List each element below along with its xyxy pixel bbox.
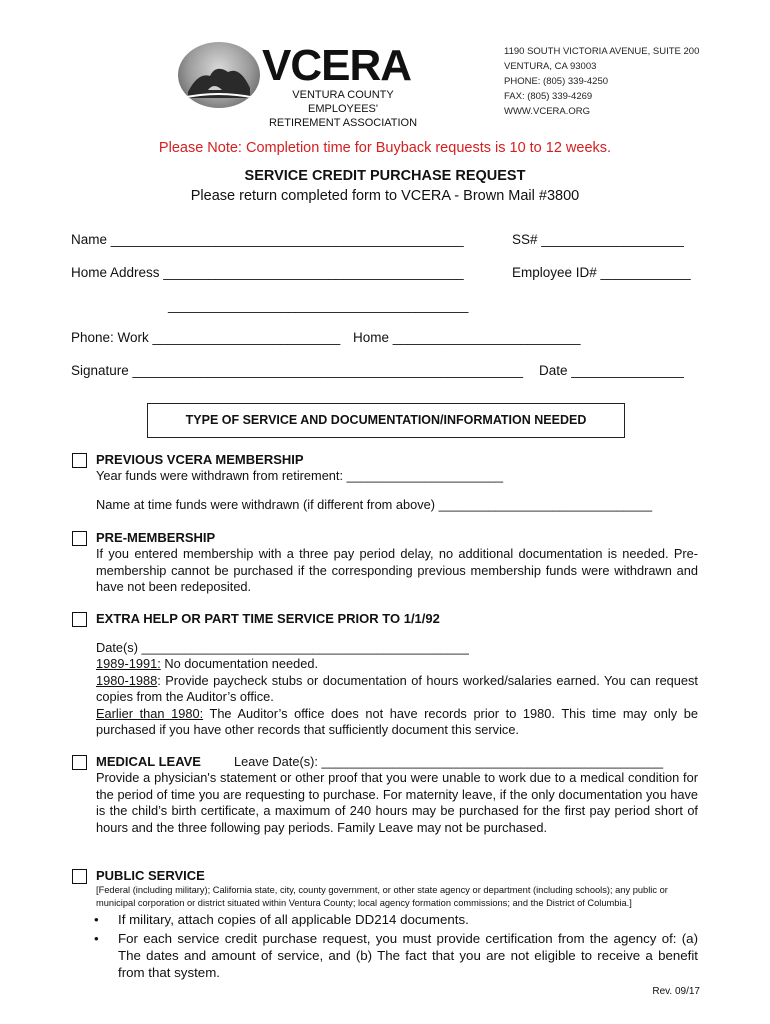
home-address-line2-field[interactable]: ________________________________________ (168, 298, 469, 313)
employee-id-field[interactable]: Employee ID# ____________ (512, 265, 691, 280)
signature-field[interactable]: Signature ____________________________________________________ (71, 363, 523, 378)
withdrawal-year-field[interactable]: Year funds were withdrawn from retirement: ______________________ (96, 468, 504, 483)
address-city: VENTURA, CA 93003 (504, 61, 597, 72)
extra-help-dates-field[interactable]: Date(s) ______________________________________________ (96, 640, 469, 655)
pre-membership-checkbox[interactable] (72, 531, 87, 546)
rock-arch-icon (178, 42, 260, 108)
address-fax: FAX: (805) 339-4269 (504, 91, 593, 102)
address-block (504, 44, 699, 119)
medical-leave-checkbox[interactable] (72, 755, 87, 770)
name-field[interactable]: Name _______________________________________________ (71, 232, 464, 247)
medical-leave-text: Provide a physician's statement or other proof that you were unable to work due to a medical condition for the period of time you are requesting to purchase. For maternity leave, if the only documentation you have is the child’s birth certificate, a maximum of 240 hours may be purchased for the first pay period short of hours and the three following pay periods. Family Leave may not be purchased. (96, 770, 698, 835)
form-subtitle: Please return completed form to VCERA - Brown Mail #3800 (190, 188, 580, 204)
phone-work-field[interactable]: Phone: Work _________________________ (71, 330, 341, 345)
military-bullet: If military, attach copies of all applicable DD214 documents. (118, 912, 469, 927)
completion-note: Please Note: Completion time for Buyback requests is 10 to 12 weeks. (158, 140, 612, 156)
public-service-checkbox[interactable] (72, 869, 87, 884)
rule-1989-1991: 1989-1991: No documentation needed. (96, 656, 318, 671)
bullet-dot: • (94, 931, 99, 946)
bullet-dot: • (94, 912, 99, 927)
previous-membership-checkbox[interactable] (72, 453, 87, 468)
service-type-heading: TYPE OF SERVICE AND DOCUMENTATION/INFORMATION NEEDED (147, 403, 625, 438)
address-web: WWW.VCERA.ORG (504, 106, 591, 117)
extra-help-title: EXTRA HELP OR PART TIME SERVICE PRIOR TO 1/1/92 (96, 611, 440, 626)
vcera-logo-emblem (178, 42, 260, 108)
date-field[interactable]: Date _______________ (539, 363, 684, 378)
leave-dates-field[interactable]: Leave Date(s): ________________________________________________ (234, 754, 664, 769)
previous-membership-title: PREVIOUS VCERA MEMBERSHIP (96, 452, 304, 467)
extra-help-checkbox[interactable] (72, 612, 87, 627)
phone-home-field[interactable]: Home _________________________ (353, 330, 581, 345)
form-title: SERVICE CREDIT PURCHASE REQUEST (244, 168, 526, 184)
public-service-title: PUBLIC SERVICE (96, 868, 205, 883)
withdrawal-name-field[interactable]: Name at time funds were withdrawn (if different from above) ______________________________ (96, 497, 653, 512)
rule-1980-1988: 1980-1988: Provide paycheck stubs or documentation of hours worked/salaries earned. You can request copies from the Auditor’s office. (96, 672, 698, 704)
public-service-note: [Federal (including military); California state, city, county government, or other state agency or department (including schools); any public or municipal corporation or district situated within Ventura County; local agency formation commissions; and the District of Columbia.] (96, 885, 668, 908)
extra-help-rules (96, 656, 698, 739)
home-address-field[interactable]: Home Address ________________________________________ (71, 265, 464, 280)
address-phone: PHONE: (805) 339-4250 (504, 76, 609, 87)
address-street: 1190 SOUTH VICTORIA AVENUE, SUITE 200 (504, 46, 700, 57)
rule-earlier-1980: Earlier than 1980: The Auditor’s office does not have records prior to 1980. This time may only be purchased if you have other records that sufficiently document this service. (96, 705, 698, 737)
pre-membership-text: If you entered membership with a three pay period delay, no additional documentation is needed. Pre-membership cannot be purchased if the corresponding previous membership funds were withdrawn and have not been redeposited. (96, 546, 698, 594)
pre-membership-title: PRE-MEMBERSHIP (96, 530, 216, 545)
revision-label: Rev. 09/17 (652, 986, 700, 997)
medical-leave-title: MEDICAL LEAVE (96, 754, 201, 769)
logo-subtitle: VENTURA COUNTY EMPLOYEES' RETIREMENT ASSOCIATION (268, 89, 418, 129)
logo-wordmark: VCERA (262, 41, 412, 90)
certification-bullet: For each service credit purchase request, you must provide certification from the agency of: (a) The dates and amount of service, and (b) The fact that you are not eligible to receive a benefit from that system. (118, 931, 698, 980)
ss-field[interactable]: SS# ___________________ (512, 232, 684, 247)
